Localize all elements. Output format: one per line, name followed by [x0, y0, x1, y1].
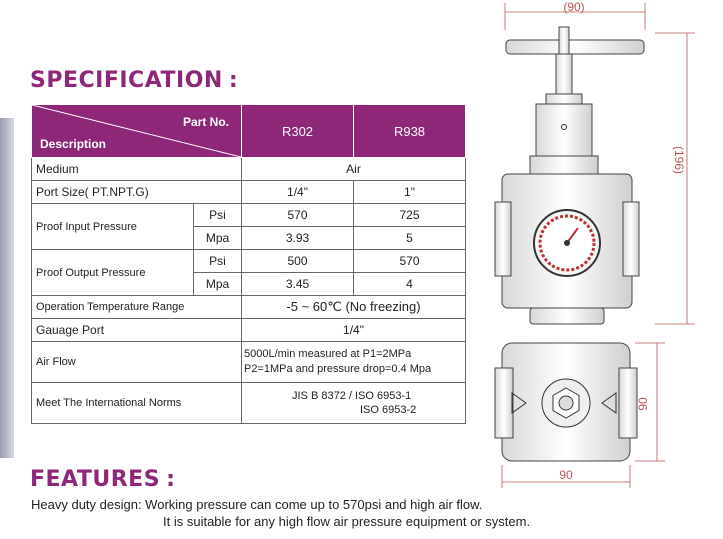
proof-input-mpa-r302: 3.93: [242, 227, 354, 250]
table-row: [32, 181, 466, 204]
op-temp-label: Operation Temperature Range: [32, 296, 242, 319]
medium-value: Air: [242, 158, 466, 181]
port-size-r302: 1/4": [242, 181, 354, 204]
t-handle: [506, 27, 644, 94]
features-line-1: Heavy duty design: Working pressure can come up to 570psi and high air flow.: [31, 497, 483, 512]
air-flow-label: Air Flow: [32, 342, 242, 383]
bonnet: [530, 94, 598, 174]
features-line-2: It is suitable for any high flow air pressure equipment or system.: [163, 514, 531, 529]
dim-height: (196): [672, 145, 686, 175]
table-row: [32, 250, 466, 273]
proof-output-label: Proof Output Pressure: [32, 250, 194, 296]
dim-top-width: (90): [563, 0, 585, 14]
features-description: [31, 496, 530, 530]
dim-bottom-depth: 90: [636, 397, 650, 411]
proof-input-mpa-unit: Mpa: [194, 227, 242, 250]
dim-bottom-width: 90: [559, 468, 573, 482]
proof-input-psi-r302: 570: [242, 204, 354, 227]
model-r302-header: R302: [242, 105, 354, 158]
proof-output-psi-r938: 570: [354, 250, 466, 273]
proof-output-mpa-r302: 3.45: [242, 273, 354, 296]
specification-table: [31, 104, 466, 424]
specification-title: SPECIFICATION: [30, 68, 223, 93]
features-heading: [30, 467, 175, 492]
table-row: [32, 383, 466, 424]
table-row: [32, 296, 466, 319]
proof-output-psi-r302: 500: [242, 250, 354, 273]
op-temp-value: -5 ~ 60℃ (No freezing): [242, 296, 466, 319]
part-no-label: Part No.: [182, 115, 229, 129]
proof-input-mpa-r938: 5: [354, 227, 466, 250]
gauge-port-label: Gauage Port: [32, 319, 242, 342]
features-title: FEATURES: [30, 467, 161, 492]
table-header-row: [32, 105, 466, 158]
table-row: [32, 342, 466, 383]
proof-input-label: Proof Input Pressure: [32, 204, 194, 250]
height-dimension: [655, 33, 695, 324]
proof-input-psi-r938: 725: [354, 204, 466, 227]
port-size-r938: 1": [354, 181, 466, 204]
norms-value: [242, 383, 466, 424]
pressure-gauge-icon: [534, 210, 600, 276]
air-flow-line-2: P2=1MPa and pressure drop=0.4 Mpa: [244, 363, 432, 375]
norms-line-2: ISO 6953-2: [360, 404, 417, 416]
air-flow-value: [242, 342, 466, 383]
proof-output-psi-unit: Psi: [194, 250, 242, 273]
specification-heading: [30, 68, 238, 93]
air-flow-line-1: 5000L/min measured at P1=2MPa: [244, 348, 412, 360]
table-row: [32, 204, 466, 227]
header-corner-cell: [32, 105, 242, 158]
port-size-label: Port Size( PT.NPT.G): [32, 181, 242, 204]
specification-colon: :: [228, 68, 239, 93]
bottom-view: [495, 343, 637, 461]
proof-output-mpa-unit: Mpa: [194, 273, 242, 296]
proof-input-psi-unit: Psi: [194, 204, 242, 227]
model-r938-header: R938: [354, 105, 466, 158]
table-row: [32, 158, 466, 181]
left-accent-stripe: [0, 118, 14, 458]
table-row: [32, 319, 466, 342]
regulator-technical-drawing: [490, 0, 723, 539]
norms-label: Meet The International Norms: [32, 383, 242, 424]
medium-label: Medium: [32, 158, 242, 181]
top-width-dimension: [505, 0, 645, 30]
gauge-port-value: 1/4": [242, 319, 466, 342]
features-colon: :: [166, 467, 176, 492]
description-label: Description: [40, 137, 107, 151]
norms-line-1: JIS B 8372 / ISO 6953-1: [292, 390, 412, 402]
proof-output-mpa-r938: 4: [354, 273, 466, 296]
